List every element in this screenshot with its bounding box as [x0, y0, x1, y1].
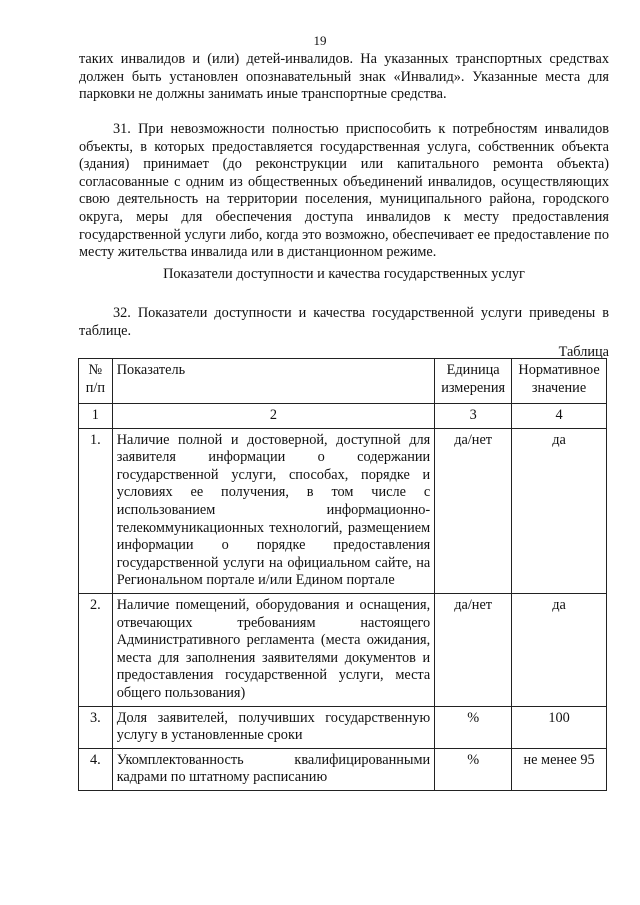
table-row: [79, 593, 607, 706]
row-num: 3.: [79, 706, 113, 748]
row-norm: да: [512, 428, 607, 593]
table-caption: Таблица: [558, 344, 609, 360]
row-unit: да/нет: [435, 428, 512, 593]
row-indicator: Укомплектованность квалифицированными кадрами по штатному расписанию: [112, 748, 435, 790]
table-row: [79, 706, 607, 748]
row-norm: да: [512, 593, 607, 706]
header-unit: Единица измерения: [435, 359, 512, 404]
index-cell: 4: [512, 404, 607, 429]
paragraph-text: 32. Показатели доступности и качества государственной услуги приведены в таблице.: [79, 305, 609, 339]
table-row: [79, 748, 607, 790]
paragraph-31: [79, 121, 609, 262]
indicators-table: [78, 358, 607, 791]
header-num: № п/п: [79, 359, 113, 404]
row-norm: не менее 95: [512, 748, 607, 790]
index-cell: 3: [435, 404, 512, 429]
row-num: 1.: [79, 428, 113, 593]
row-norm: 100: [512, 706, 607, 748]
row-indicator: Доля заявителей, получивших государственную услугу в установленные сроки: [112, 706, 435, 748]
header-indicator: Показатель: [112, 359, 435, 404]
row-unit: да/нет: [435, 593, 512, 706]
table-index-row: [79, 404, 607, 429]
row-num: 4.: [79, 748, 113, 790]
paragraph-32: [79, 305, 609, 340]
row-num: 2.: [79, 593, 113, 706]
paragraph-parking: [79, 51, 609, 104]
row-indicator: Наличие помещений, оборудования и оснащения, отвечающих требованиям настоящего Административного регламента (места ожидания, места для заполнения заявителями документов и предоставления государственной услуги, места общего пользования): [112, 593, 435, 706]
section-heading: Показатели доступности и качества государственных услуг: [163, 266, 525, 282]
row-unit: %: [435, 748, 512, 790]
page-number: 19: [313, 33, 327, 48]
header-norm: Нормативное значение: [512, 359, 607, 404]
table-header-row: [79, 359, 607, 404]
table-row: [79, 428, 607, 593]
row-unit: %: [435, 706, 512, 748]
paragraph-text: таких инвалидов и (или) детей-инвалидов. На указанных транспортных средствах должен быть установлен опознавательный знак «Инвалид». Указанные места для парковки не должны занимать иные транспортные средства.: [79, 51, 609, 103]
row-indicator: Наличие полной и достоверной, доступной для заявителя информации о содержании государственной услуги, способах, порядке и условиях ее получения, в том числе с использованием информационно-телекоммуникационных технологий, размещением информации о порядке предоставления государственной услуги на официальном сайте, на Региональном портале и/или Едином портале: [112, 428, 435, 593]
paragraph-text: 31. При невозможности полностью приспособить к потребностям инвалидов объекты, в которых предоставляется государственная услуга, собственник объекта (здания) принимает (до реконструкции или капитального ремонта объекта) согласованные с одним из общественных объединений инвалидов, осуществляющих свою деятельность на территории поселения, муниципального района, городского округа, меры для обеспечения доступа инвалидов к месту предоставления государственной услуги либо, когда это возможно, обеспечивает ее предоставление по месту жительства инвалида или в дистанционном режиме.: [79, 121, 609, 261]
index-cell: 2: [112, 404, 435, 429]
index-cell: 1: [79, 404, 113, 429]
